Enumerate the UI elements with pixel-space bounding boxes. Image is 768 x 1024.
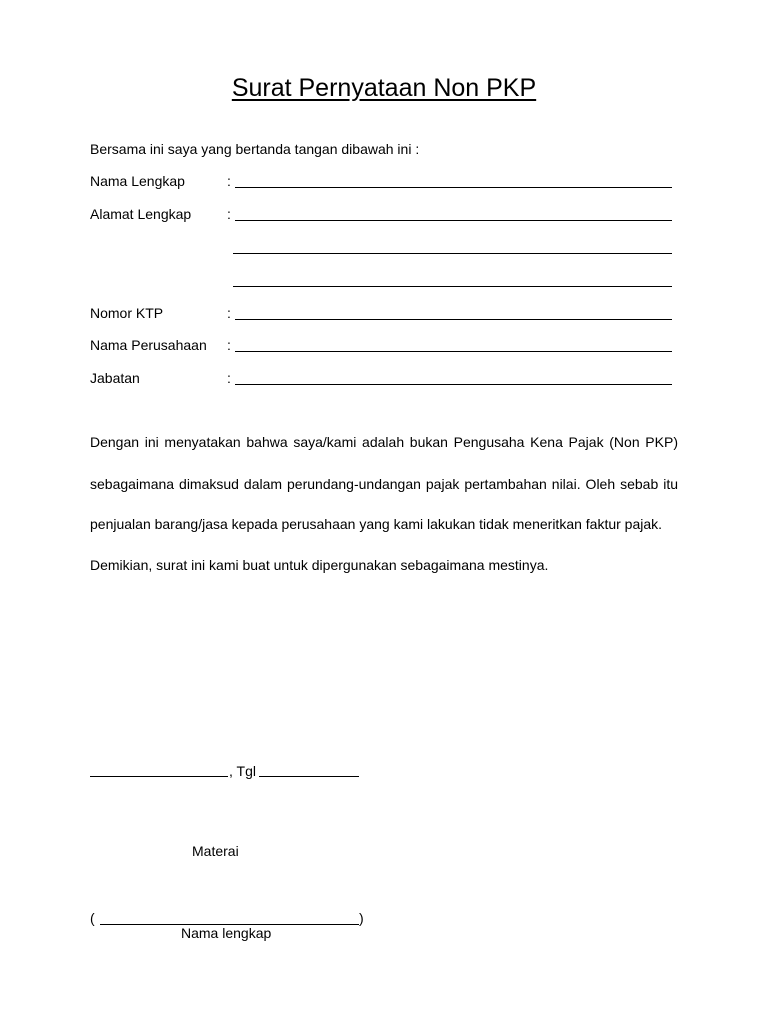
field-line-alamat-lengkap-2[interactable]: [233, 253, 672, 254]
field-line-nama-perusahaan[interactable]: [235, 351, 672, 352]
statement-line-3: penjualan barang/jasa kepada perusahaan yang kami lakukan tidak meneritkan faktur pajak.: [90, 516, 663, 532]
field-colon: :: [227, 305, 231, 321]
signature-open-paren: (: [90, 910, 95, 926]
field-colon: :: [227, 206, 231, 222]
field-label-nama-perusahaan: Nama Perusahaan: [90, 337, 207, 353]
field-line-alamat-lengkap-3[interactable]: [233, 286, 672, 287]
date-line[interactable]: [259, 776, 359, 777]
signature-name-label: Nama lengkap: [181, 925, 272, 941]
intro-text: Bersama ini saya yang bertanda tangan dibawah ini :: [90, 141, 420, 157]
closing-text: Demikian, surat ini kami buat untuk dipergunakan sebagaimana mestinya.: [90, 557, 549, 573]
field-label-nama-lengkap: Nama Lengkap: [90, 173, 185, 189]
field-line-nomor-ktp[interactable]: [235, 319, 672, 320]
field-colon: :: [227, 173, 231, 189]
field-colon: :: [227, 337, 231, 353]
field-label-jabatan: Jabatan: [90, 370, 140, 386]
field-label-alamat-lengkap: Alamat Lengkap: [90, 206, 192, 222]
stamp-label: Materai: [192, 843, 239, 859]
field-line-jabatan[interactable]: [235, 384, 672, 385]
field-label-nomor-ktp: Nomor KTP: [90, 305, 164, 321]
field-colon: :: [227, 370, 231, 386]
statement-line-2: sebagaimana dimaksud dalam perundang-undangan pajak pertambahan nilai. Oleh sebab itu: [90, 476, 678, 492]
statement-line-1: Dengan ini menyatakan bahwa saya/kami adalah bukan Pengusaha Kena Pajak (Non PKP): [90, 434, 678, 450]
field-line-nama-lengkap[interactable]: [235, 187, 672, 188]
document-title: Surat Pernyataan Non PKP: [231, 74, 537, 102]
field-line-alamat-lengkap[interactable]: [235, 220, 672, 221]
date-label: , Tgl: [229, 763, 256, 779]
signature-close-paren: ): [359, 910, 364, 926]
place-line[interactable]: [90, 776, 228, 777]
